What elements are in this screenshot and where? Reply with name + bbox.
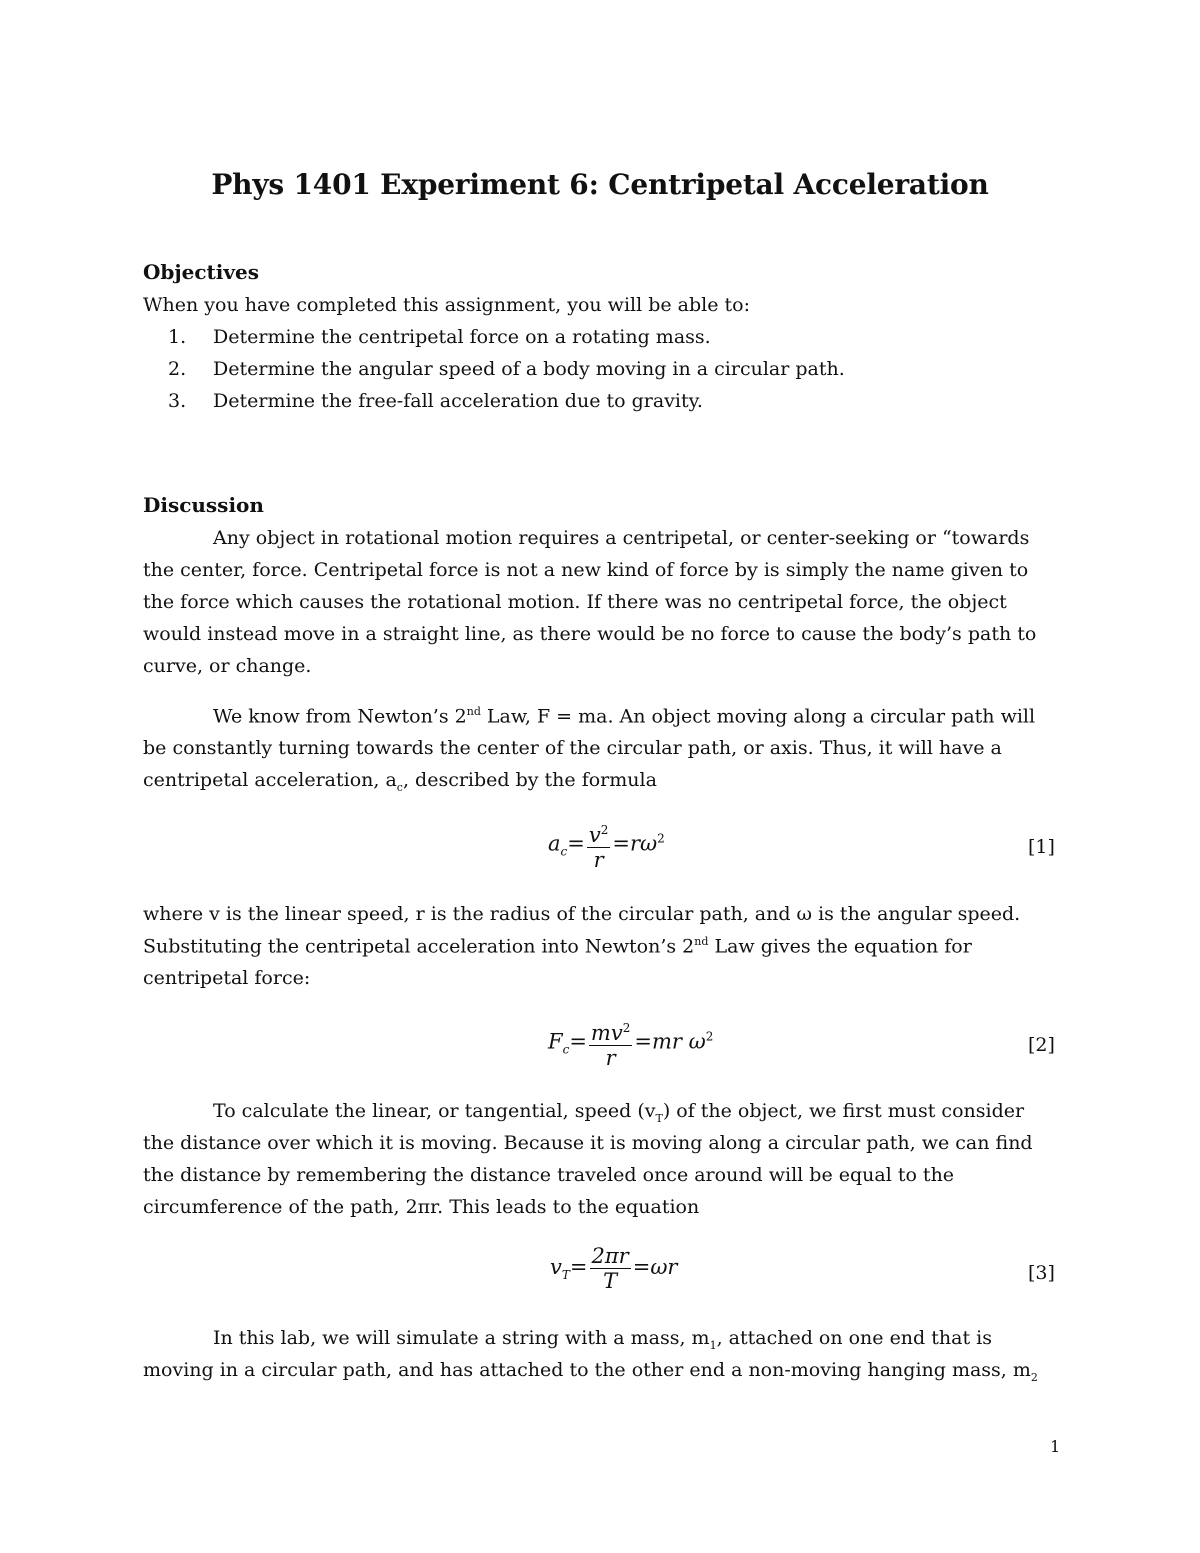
paragraph-line: the center, force. Centripetal force is not a new kind of force by is simply the name given to	[143, 559, 1029, 581]
paragraph-line: would instead move in a straight line, as there would be no force to cause the body’s path to	[143, 623, 1037, 645]
page-number: 1	[1050, 1437, 1061, 1456]
paragraph-line: where v is the linear speed, r is the radius of the circular path, and ω is the angular speed.	[143, 903, 1021, 925]
equation-tag: [3]	[1028, 1262, 1055, 1284]
equation-1: $a_c=$ $\frac{v^2}{r}$ $=r\omega^2$	[548, 818, 665, 872]
paragraph-line: centripetal acceleration, $a_c$, described by the formula	[143, 769, 657, 794]
objective-item: Determine the free-fall acceleration due to gravity.	[213, 390, 703, 412]
paragraph-line: In this lab, we will simulate a string with a mass, $m_1$, attached on one end that is	[213, 1327, 992, 1352]
objective-number: 1.	[168, 326, 187, 348]
paragraph-line: centripetal force:	[143, 967, 311, 989]
objective-item: Determine the angular speed of a body moving in a circular path.	[213, 358, 845, 380]
objective-number: 2.	[168, 358, 187, 380]
paragraph-line: the distance over which it is moving. Because it is moving along a circular path, we can find	[143, 1132, 1033, 1154]
paragraph-line: curve, or change.	[143, 655, 312, 677]
page-title: Phys 1401 Experiment 6: Centripetal Acceleration	[211, 168, 989, 201]
paragraph-line: We know from Newton’s 2nd Law, F = ma. An object moving along a circular path will	[213, 705, 1036, 728]
objectives-heading: Objectives	[143, 260, 259, 284]
discussion-heading: Discussion	[143, 493, 264, 517]
paragraph-line: the distance by remembering the distance traveled once around will be equal to the	[143, 1164, 955, 1186]
paragraph-line: be constantly turning towards the center of the circular path, or axis. Thus, it will have a	[143, 737, 1002, 759]
paragraph-line: circumference of the path, 2πr. This leads to the equation	[143, 1196, 700, 1218]
equation-tag: [2]	[1028, 1034, 1055, 1056]
equation-2: $F_c=$ $\frac{mv^2}{r}$ =mr $\omega^2$	[548, 1016, 713, 1070]
paragraph-line: To calculate the linear, or tangential, speed $(v_T)$ of the object, we first must consider	[213, 1100, 1025, 1125]
equation-3: $v_T=$ $\frac{2\pi r}{T}$ =ωr	[550, 1244, 678, 1293]
paragraph-line: Substituting the centripetal acceleration into Newton’s 2nd Law gives the equation for	[143, 935, 972, 958]
objectives-intro: When you have completed this assignment, you will be able to:	[143, 294, 750, 316]
paragraph-line: Any object in rotational motion requires a centripetal, or center-seeking or “towards	[213, 527, 1030, 549]
objective-number: 3.	[168, 390, 187, 412]
paragraph-line: the force which causes the rotational motion. If there was no centripetal force, the object	[143, 591, 1007, 613]
equation-tag: [1]	[1028, 836, 1055, 858]
objective-item: Determine the centripetal force on a rotating mass.	[213, 326, 711, 348]
paragraph-line: moving in a circular path, and has attached to the other end a non-moving hanging mass, $m_2$	[143, 1359, 1038, 1384]
